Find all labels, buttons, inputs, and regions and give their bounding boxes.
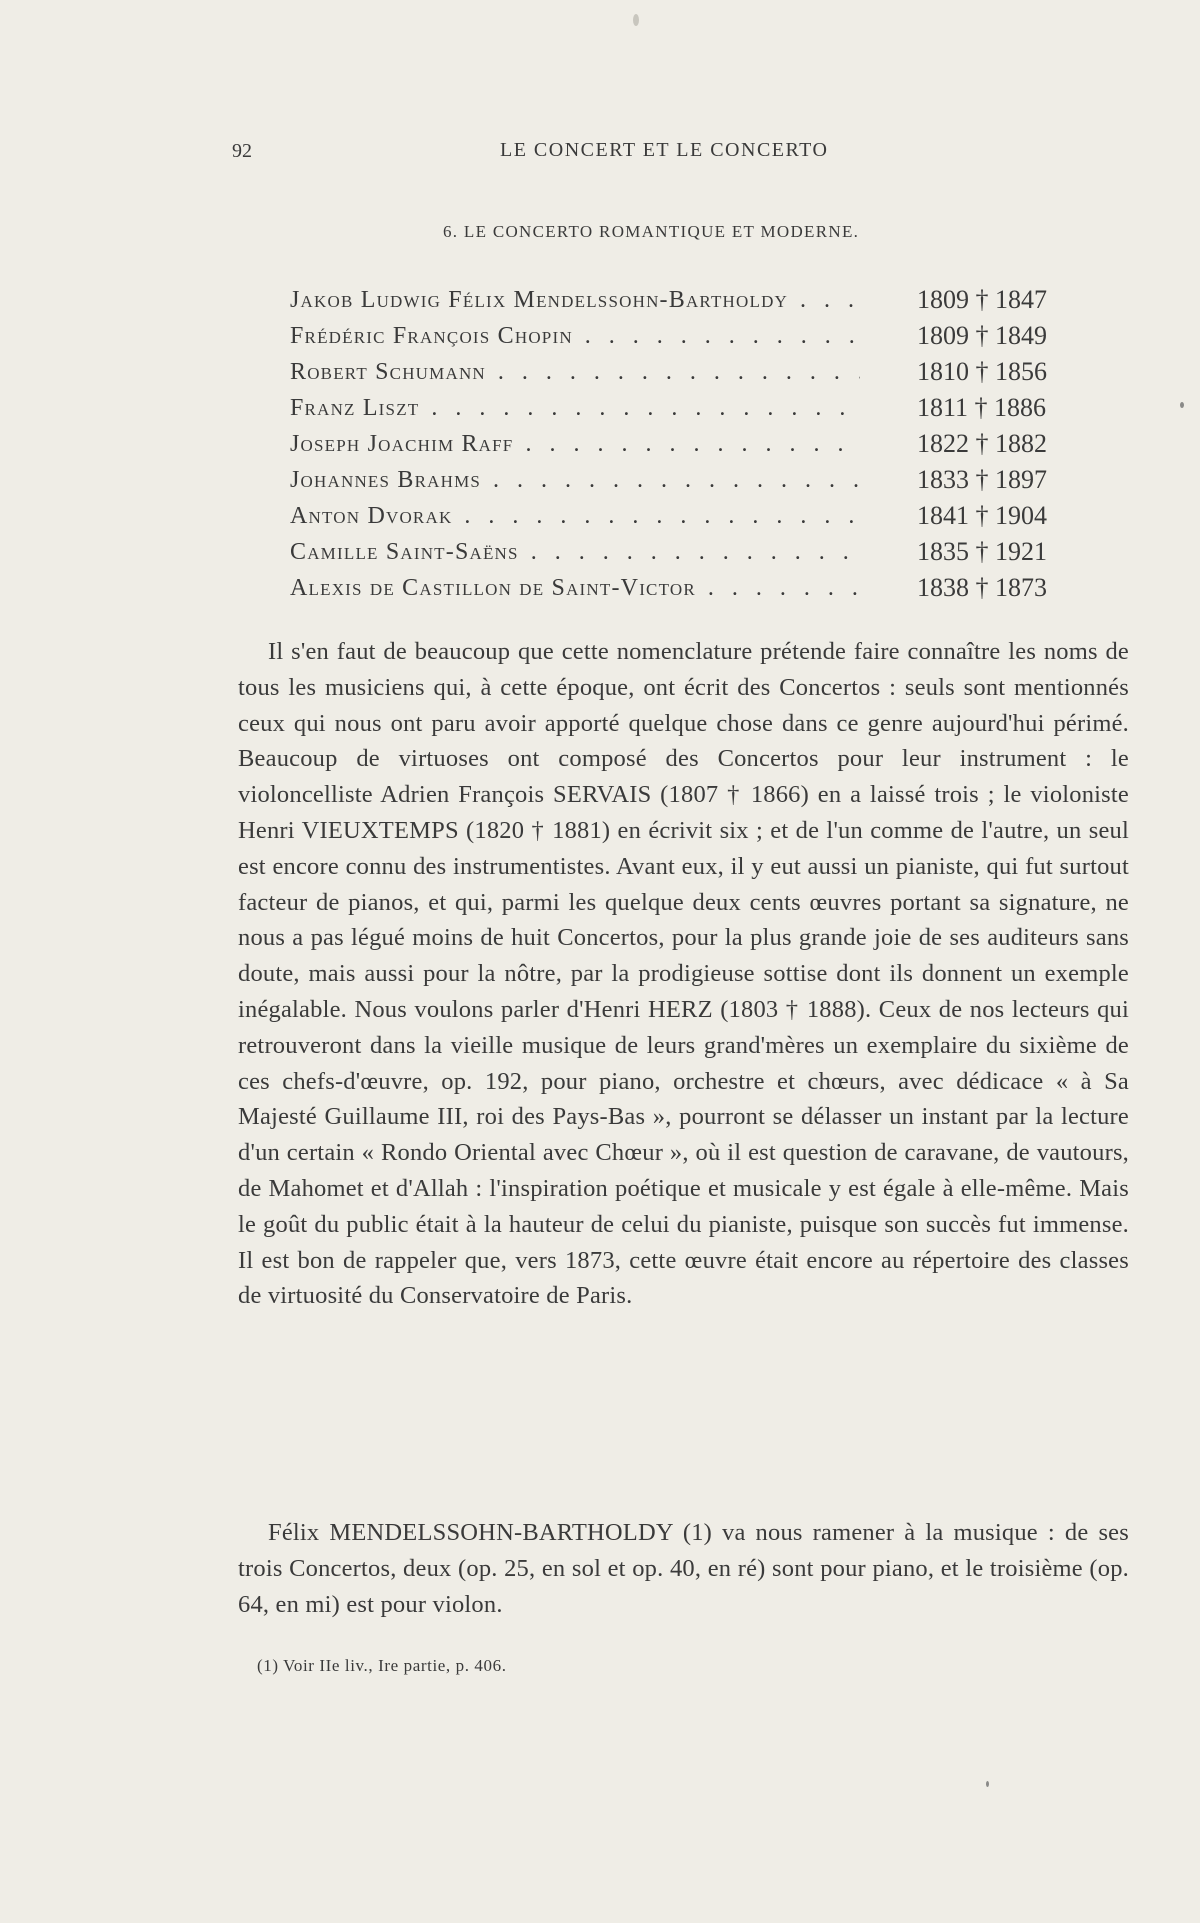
composer-dates: 1809 † 1849 [917, 321, 1047, 350]
composer-row [290, 282, 1080, 318]
composer-row [290, 318, 1080, 354]
composer-dates: 1822 † 1882 [917, 429, 1047, 458]
composer-row [290, 390, 1080, 426]
page-number: 92 [232, 140, 252, 162]
composer-name: Anton Dvorak . . . [290, 498, 860, 534]
composer-dates: 1841 † 1904 [917, 501, 1047, 530]
body-paragraph: Il s'en faut de beaucoup que cette nomenclature prétende faire connaître les noms de tous les musiciens qui, à cette époque, ont écrit des Concertos : seuls sont mentionnés ceux qui nous ont paru avoir apporté quelque chose dans ce genre aujourd'hui périmé. Beaucoup de virtuoses ont composé des Concertos pour leur instrument : le violoncelliste Adrien François SERVAIS (1807 † 1866) en a laissé trois ; le violoniste Henri VIEUXTEMPS (1820 † 1881) en écrivit six ; et de l'un comme de l'autre, un seul est encore connu des instrumentistes. Avant eux, il y eut aussi un pianiste, qui fut surtout facteur de pianos, et qui, parmi les quelque deux cents œuvres portant sa signature, ne nous a pas légué moins de huit Concertos, pour la plus grande joie de ses auditeurs sans doute, mais aussi pour la nôtre, par la prodigieuse sottise dont ils donnent un exemple inégalable. Nous voulons parler d'Henri HERZ (1803 † 1888). Ceux de nos lecteurs qui retrouveront dans la vieille musique de leurs grand'mères un exemplaire du sixième de ces chefs-d'œuvre, op. 192, pour piano, orchestre et chœurs, avec dédicace « à Sa Majesté Guillaume III, roi des Pays-Bas », pourront se délasser un instant par la lecture d'un certain « Rondo Oriental avec Chœur », où il est question de caravane, de vautours, de Mahomet et d'Allah : l'inspiration poétique et musicale y est égale à elle-même. Mais le goût du public était à la hauteur de celui du pianiste, puisque son succès fut immense. Il est bon de rappeler que, vers 1873, cette œuvre était encore au répertoire des classes de virtuosité du Conservatoire de Paris. [238, 638, 1129, 1310]
composer-dates: 1835 † 1921 [917, 537, 1047, 566]
composer-dates: 1811 † 1886 [917, 393, 1047, 422]
composer-row [290, 462, 1080, 498]
composer-name: Robert Schumann . . . [290, 354, 860, 390]
composer-name: Johannes Brahms . . . [290, 462, 860, 498]
composer-name: Camille Saint-Saëns . . . [290, 534, 860, 570]
composer-row [290, 354, 1080, 390]
composer-row [290, 498, 1080, 534]
footnote: (1) Voir IIe liv., Ire partie, p. 406. [257, 1656, 507, 1675]
ink-speck [633, 14, 639, 26]
section-heading: 6. LE CONCERTO ROMANTIQUE ET MODERNE. [443, 222, 860, 241]
composer-row [290, 534, 1080, 570]
composer-list [290, 282, 1080, 606]
composer-dates: 1833 † 1897 [917, 465, 1047, 494]
composer-name: Joseph Joachim Raff . . . [290, 426, 860, 462]
ink-speck [986, 1781, 989, 1787]
composer-dates: 1838 † 1873 [917, 573, 1047, 602]
composer-name: Franz Liszt . . . [290, 390, 860, 426]
composer-name: Jakob Ludwig Félix Mendelssohn-Bartholdy . . . [290, 282, 860, 318]
ink-speck [1180, 402, 1184, 408]
composer-name: Alexis de Castillon de Saint-Victor . . . [290, 570, 860, 606]
composer-dates: 1810 † 1856 [917, 357, 1047, 386]
body-paragraph: Félix MENDELSSOHN-BARTHOLDY (1) va nous ramener à la musique : de ses trois Concertos, deux (op. 25, en sol et op. 40, en ré) sont pour piano, et le troisième (op. 64, en mi) est pour violon. [238, 1519, 1129, 1618]
composer-name: Frédéric François Chopin . . . [290, 318, 860, 354]
composer-dates: 1809 † 1847 [917, 285, 1047, 314]
composer-row [290, 426, 1080, 462]
running-title: LE CONCERT ET LE CONCERTO [500, 139, 829, 161]
composer-row [290, 570, 1080, 606]
